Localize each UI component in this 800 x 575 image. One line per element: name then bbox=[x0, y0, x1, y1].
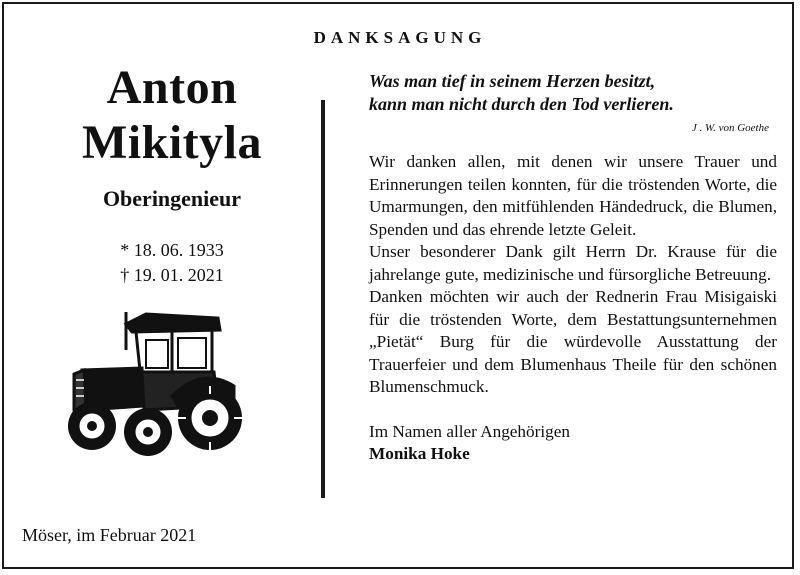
signer-name: Monika Hoke bbox=[369, 444, 470, 463]
quote-line-1: Was man tief in seinem Herzen besitzt, bbox=[369, 71, 656, 91]
paragraph-3: Danken möchten wir auch der Rednerin Frau Misigaiski für die tröstenden Worte, dem Bestattungsunternehmen „Pietät“ Burg für die würdevolle Ausstattung der Trauerfeier und dem Blumenhaus Theile für den schönen Blumenschmuck. bbox=[369, 287, 777, 396]
life-dates bbox=[22, 238, 322, 288]
death-date: † 19. 01. 2021 bbox=[120, 265, 224, 285]
tractor-icon bbox=[62, 310, 244, 470]
thanks-text bbox=[369, 151, 777, 399]
place-date: Möser, im Februar 2021 bbox=[22, 525, 197, 545]
closing-line: Im Namen aller Angehörigen bbox=[369, 421, 570, 441]
thanks-panel bbox=[369, 70, 777, 466]
column-divider bbox=[321, 100, 325, 498]
quote bbox=[369, 70, 777, 116]
first-name: Anton bbox=[106, 61, 238, 114]
quote-line-2: kann man nicht durch den Tod verlieren. bbox=[369, 94, 674, 114]
quote-author: J . W. von Goethe bbox=[691, 122, 769, 134]
closing bbox=[369, 421, 777, 466]
paragraph-1: Wir danken allen, mit denen wir unsere Trauer und Erinnerungen teilen konnten, für die tröstenden Worte, die Umarmungen, den mitfühlenden Händedruck, die Blumen, Spenden und das ehrende letzte Geleit. bbox=[369, 152, 777, 239]
last-name: Mikityla bbox=[82, 116, 262, 169]
birth-date: * 18. 06. 1933 bbox=[120, 240, 224, 260]
deceased-panel bbox=[22, 60, 322, 288]
profession: Oberingenieur bbox=[102, 186, 242, 211]
notice-header: DANKSAGUNG bbox=[313, 28, 487, 47]
paragraph-2: Unser besonderer Dank gilt Herrn Dr. Krause für die jahrelange gute, medizinische und fürsorgliche Betreuung. bbox=[369, 242, 777, 284]
